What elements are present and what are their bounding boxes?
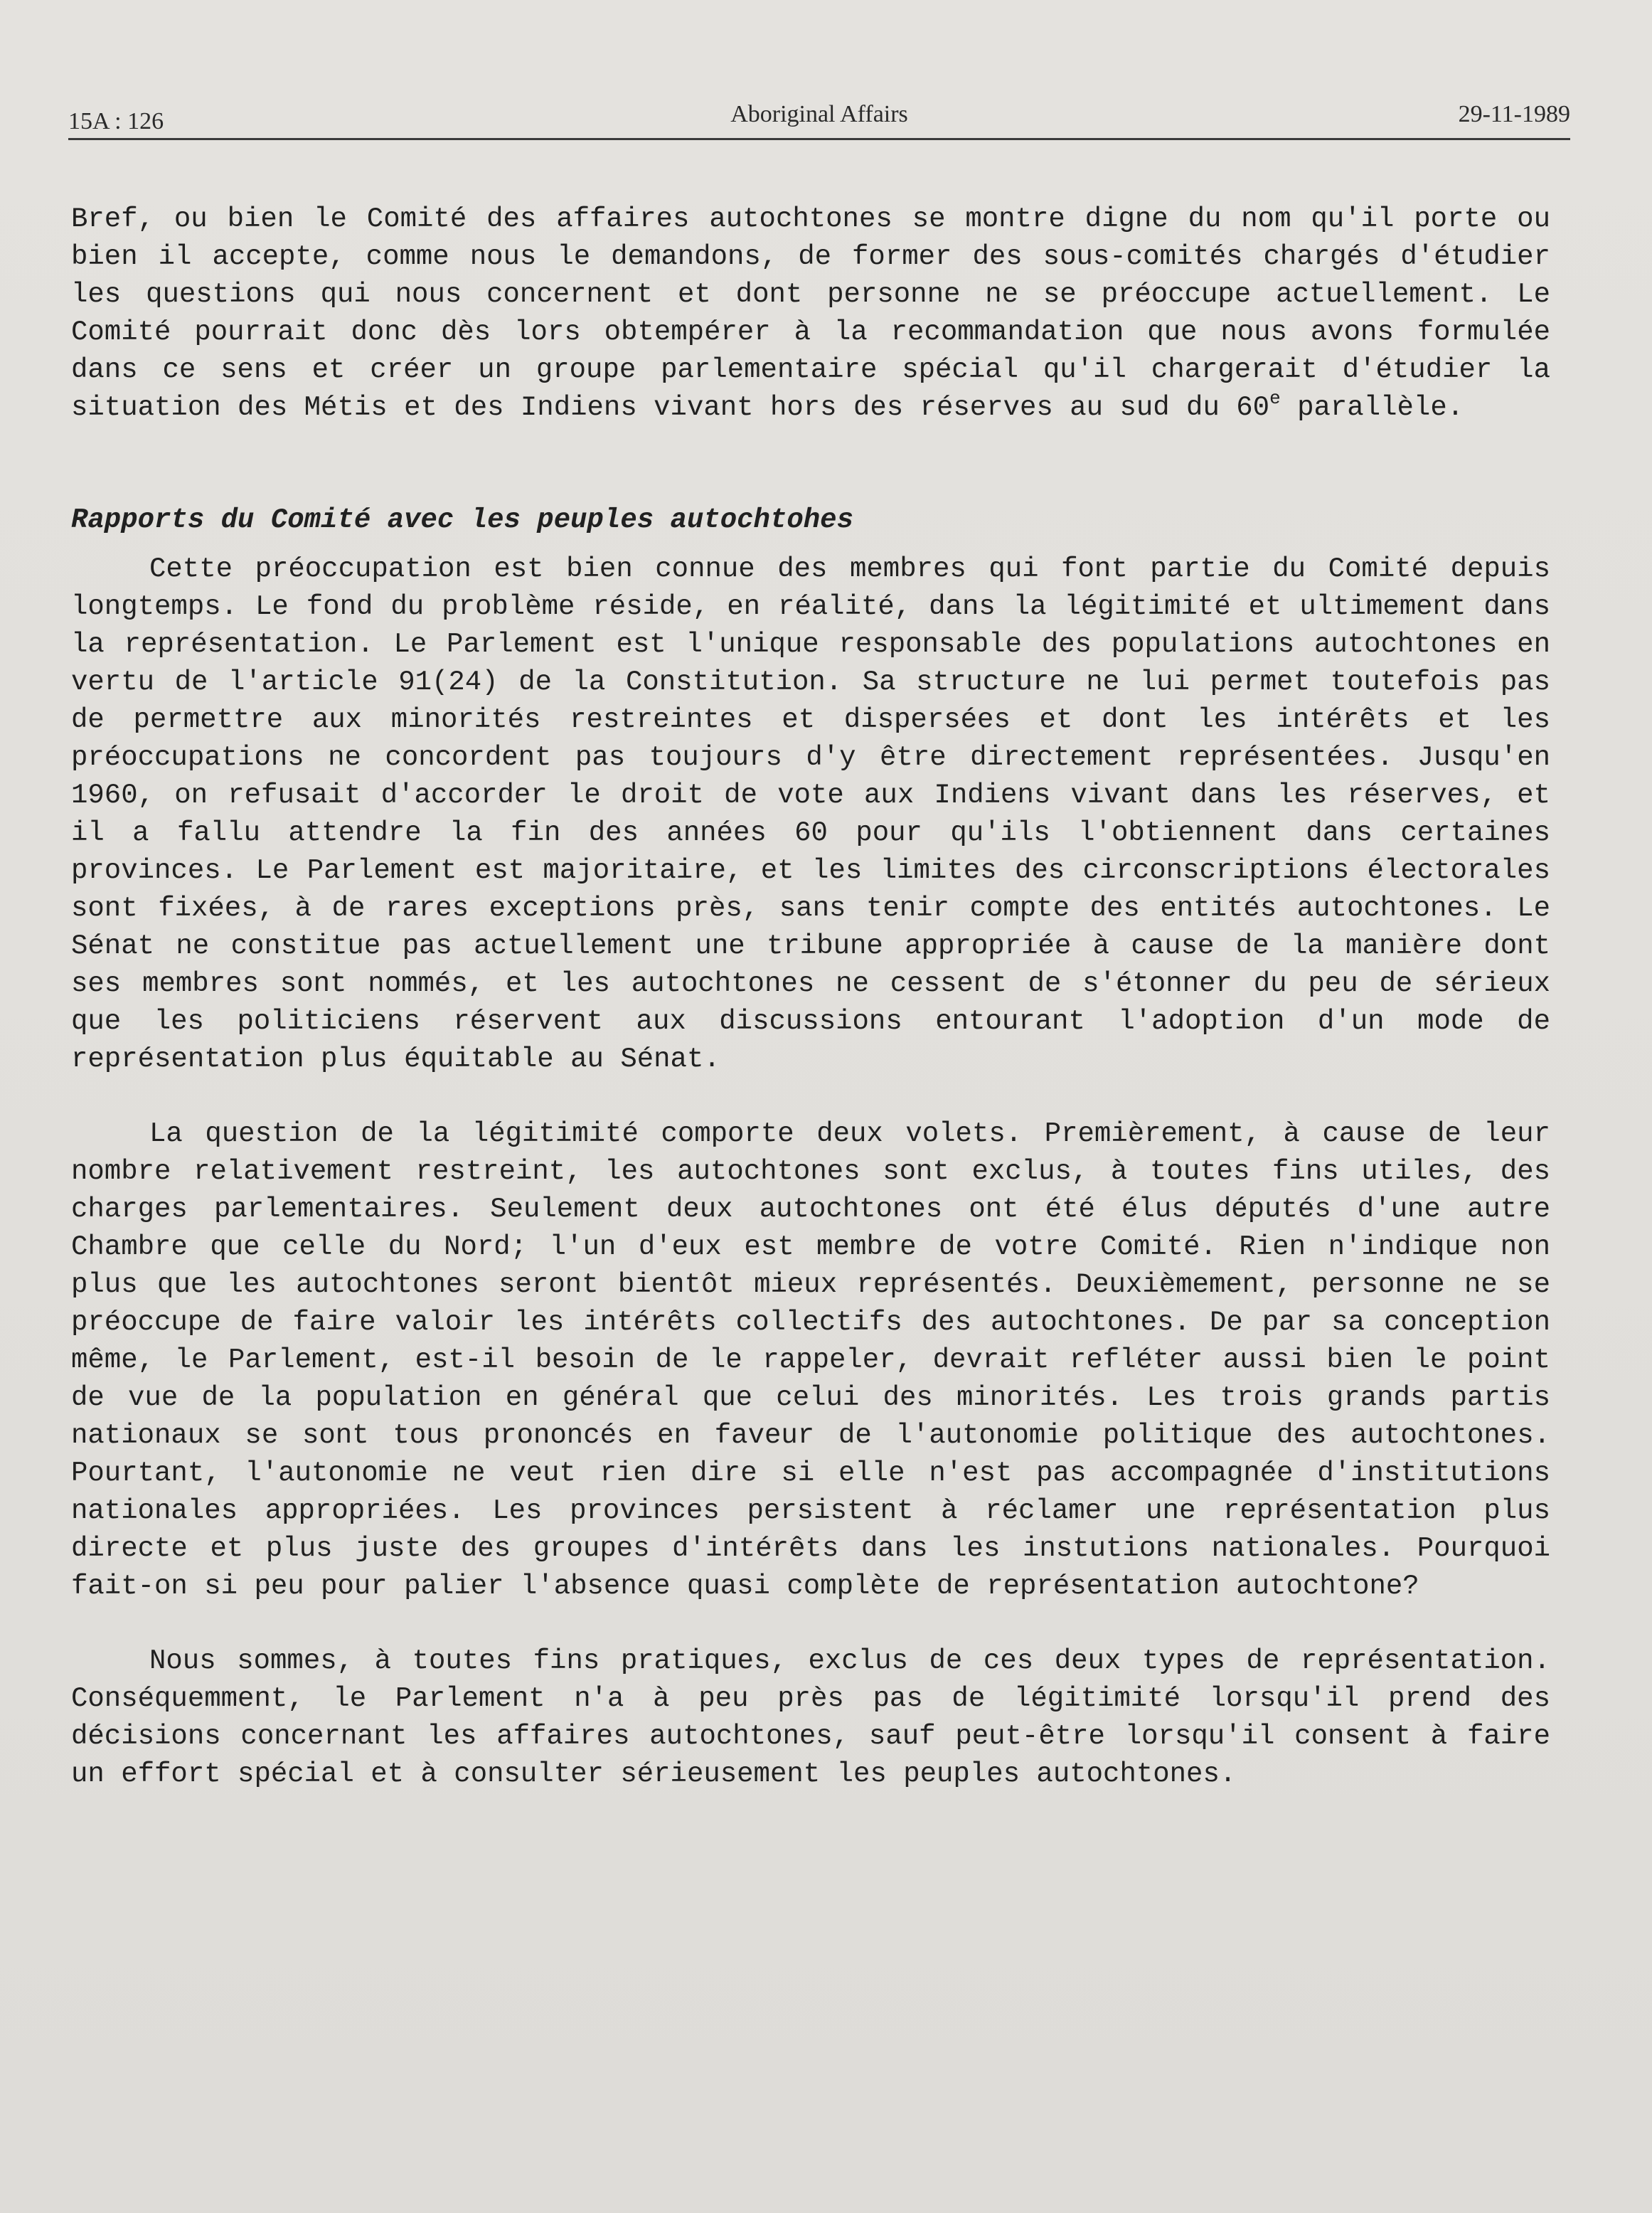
paragraph-1-text: Bref, ou bien le Comité des affaires autochtones se montre digne du nom qu'il porte ou bien il accepte, comme nous le demandons, de former des sous-comités chargés d'étudier les questions qui nous concernent et dont personne ne se préoccupe actuellement. Le Comité pourrait donc dès lors obtempérer à la recommandation que nous avons formulée dans ce sens et créer un groupe parlementaire spécial qu'il chargerait d'étudier la situation des Métis et des Indiens vivant hors des réserves au sud du 60 xyxy=(71,203,1550,423)
section-heading: Rapports du Comité avec les peuples autochtohes xyxy=(71,504,853,536)
header-date: 29-11-1989 xyxy=(1458,101,1570,127)
spacer xyxy=(71,427,1550,501)
paragraph-1 xyxy=(71,201,1550,427)
paragraph-4: Nous sommes, à toutes fins pratiques, exclus de ces deux types de représentation. Conséquemment, le Parlement n'a à peu près pas de légitimité lorsqu'il prend des décisions concernant les affaires autochtones, sauf peut-être lorsqu'il consent à faire un effort spécial et à consulter sérieusement les peuples autochtones. xyxy=(71,1645,1550,1790)
spacer xyxy=(71,1078,1550,1115)
paragraph-1-tail: parallèle. xyxy=(1280,392,1464,423)
superscript-ordinal: e xyxy=(1269,388,1281,409)
running-title: Aboriginal Affairs xyxy=(730,101,908,127)
paragraph-2: Cette préoccupation est bien connue des membres qui font partie du Comité depuis longtemps. Le fond du problème réside, en réalité, dans la légitimité et ultimement dans la représentation. Le Parlement est l'unique responsable des populations autochtones en vertu de l'article 91(24) de la Constitution. Sa structure ne lui permet toutefois pas de permettre aux minorités restreintes et dispersées et dont les intérêts et les préoccupations ne concordent pas toujours d'y être directement représentées. Jusqu'en 1960, on refusait d'accorder le droit de vote aux Indiens vivant dans les réserves, et il a fallu attendre la fin des années 60 pour qu'ils l'obtiennent dans certaines provinces. Le Parlement est majoritaire, et les limites des circonscriptions électorales sont fixées, à de rares exceptions près, sans tenir compte des entités autochtones. Le Sénat ne constitue pas actuellement une tribune appropriée à cause de la manière dont ses membres sont nommés, et les autochtones ne cessent de s'étonner du peu de sérieux que les politiciens réservent aux discussions entourant l'adoption d'un mode de représentation plus équitable au Sénat. xyxy=(71,553,1550,1075)
page-header xyxy=(68,101,1570,140)
paragraph-3: La question de la légitimité comporte deux volets. Premièrement, à cause de leur nombre relativement restreint, les autochtones sont exclus, à toutes fins utiles, des charges parlementaires. Seulement deux autochtones ont été élus députés d'une autre Chambre que celle du Nord; l'un d'eux est membre de votre Comité. Rien n'indique non plus que les autochtones seront bientôt mieux représentés. Deuxièmement, personne ne se préoccupe de faire valoir les intérêts collectifs des autochtones. De par sa conception même, le Parlement, est-il besoin de le rappeler, devrait refléter aussi bien le point de vue de la population en général que celui des minorités. Les trois grands partis nationaux se sont tous prononcés en faveur de l'autonomie politique des autochtones. Pourtant, l'autonomie ne veut rien dire si elle n'est pas accompagnée d'institutions nationales appropriées. Les provinces persistent à réclamer une représentation plus directe et plus juste des groupes d'intérêts dans les instutions nationales. Pourquoi fait-on si peu pour palier l'absence quasi complète de représentation autochtone? xyxy=(71,1118,1550,1602)
spacer xyxy=(71,539,1550,551)
document-body xyxy=(71,201,1550,1793)
spacer xyxy=(71,1606,1550,1642)
page-number: 15A : 126 xyxy=(68,108,164,134)
